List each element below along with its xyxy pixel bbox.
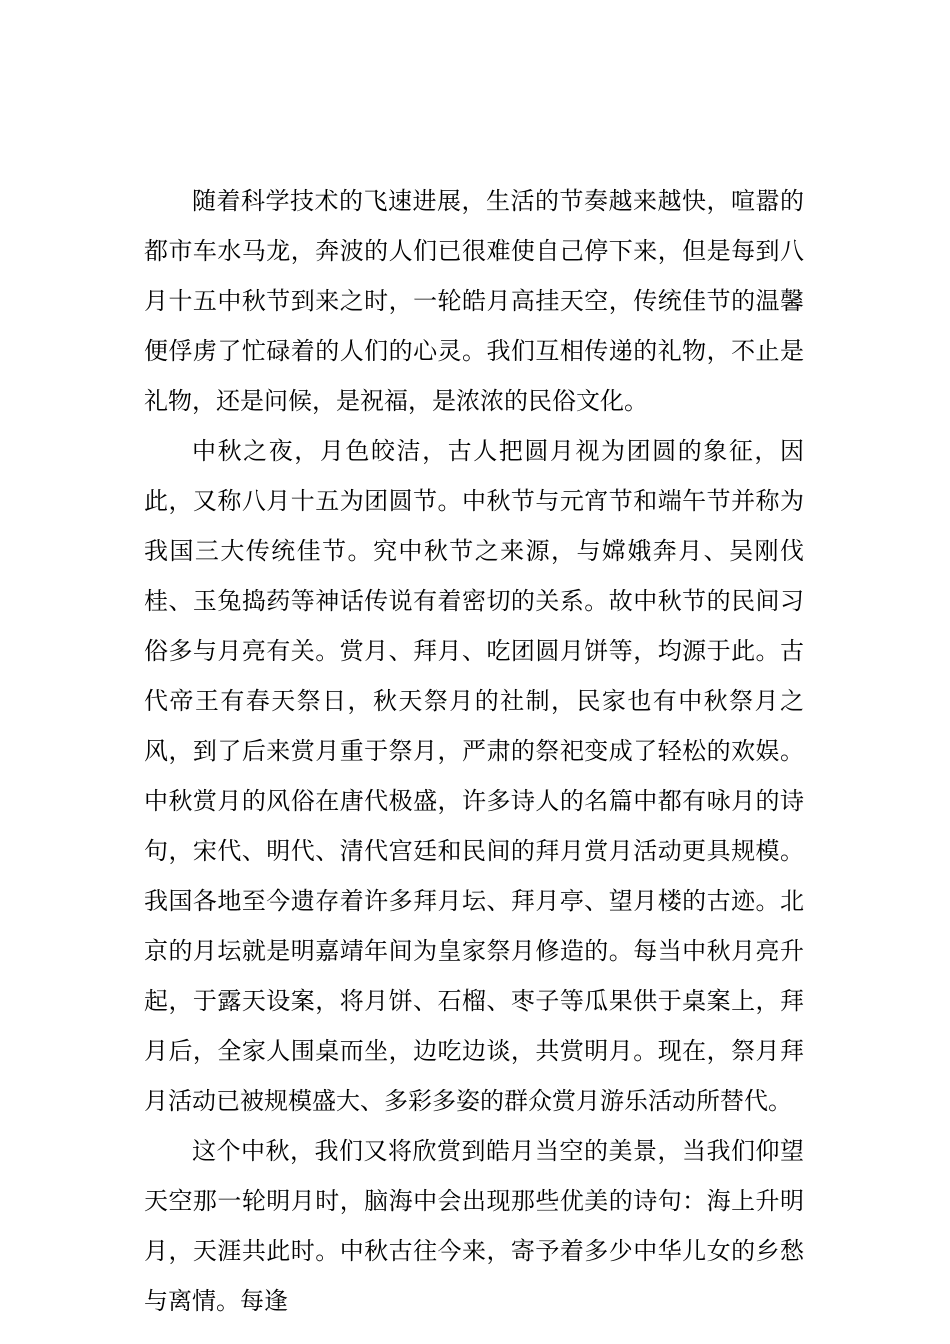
paragraph-3: 这个中秋，我们又将欣赏到皓月当空的美景，当我们仰望天空那一轮明月时，脑海中会出现那些优美的诗句：海上升明月，天涯共此时。中秋古往今来，寄予着多少中华儿女的乡愁与离情。每逢 [144, 1137, 804, 1315]
document-body [144, 176, 804, 1326]
paragraph-1: 随着科学技术的飞速进展，生活的节奏越来越快，喧嚣的都市车水马龙，奔波的人们已很难使自己停下来，但是每到八月十五中秋节到来之时，一轮皓月高挂天空，传统佳节的温馨便俘虏了忙碌着的人们的心灵。我们互相传递的礼物，不止是礼物，还是问候，是祝福，是浓浓的民俗文化。 [144, 187, 804, 415]
paragraph-2: 中秋之夜，月色皎洁，古人把圆月视为团圆的象征，因此，又称八月十五为团圆节。中秋节与元宵节和端午节并称为我国三大传统佳节。究中秋节之来源，与嫦娥奔月、吴刚伐桂、玉兔捣药等神话传说有着密切的关系。故中秋节的民间习俗多与月亮有关。赏月、拜月、吃团圆月饼等，均源于此。古代帝王有春天祭日，秋天祭月的社制，民家也有中秋祭月之风，到了后来赏月重于祭月，严肃的祭祀变成了轻松的欢娱。中秋赏月的风俗在唐代极盛，许多诗人的名篇中都有咏月的诗句，宋代、明代、清代宫廷和民间的拜月赏月活动更具规模。我国各地至今遗存着许多拜月坛、拜月亭、望月楼的古迹。北京的月坛就是明嘉靖年间为皇家祭月修造的。每当中秋月亮升起，于露天设案，将月饼、石榴、枣子等瓜果供于桌案上，拜月后，全家人围桌而坐，边吃边谈，共赏明月。现在，祭月拜月活动已被规模盛大、多彩多姿的群众赏月游乐活动所替代。 [144, 437, 804, 1115]
